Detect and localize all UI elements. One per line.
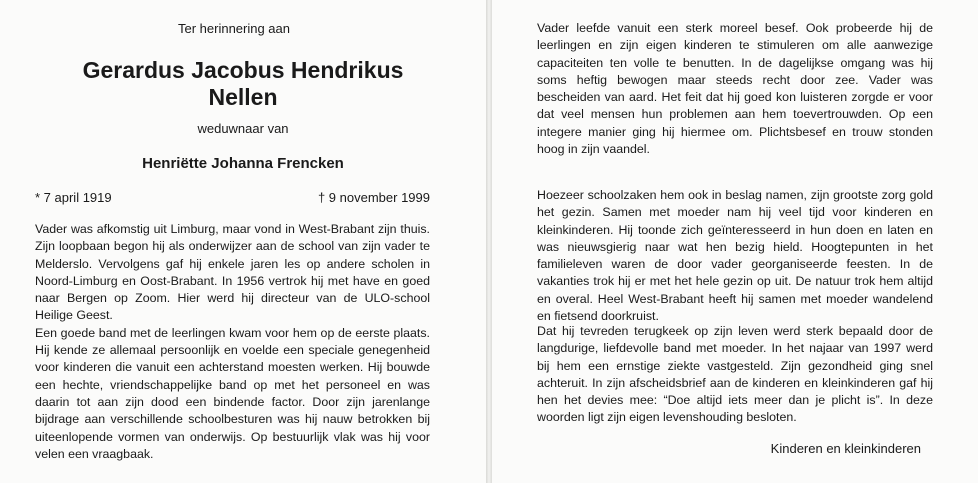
left-paragraph-2: Een goede band met de leerlingen kwam voor hem op de eerste plaats. Hij kende ze allemaal persoonlijk en voelde een speciale genegenheid voor kinderen die vanuit een achterstand moesten werken. Hij bouwde een hechte, vriendschappelijke band op met het personeel en was daarin tot aan zijn dood een bindende factor. Door zijn jarenlange bijdrage aan verschillende schoolbesturen was hij nauw betrokken bij uiteenlopende vormen van onderwijs. Op bestuurlijk vlak was hij voor velen een vraagbaak.: [35, 325, 430, 461]
death-date: † 9 november 1999: [317, 190, 430, 205]
left-page: [0, 0, 486, 483]
right-paragraph-1: Vader leefde vanuit een sterk moreel besef. Ook probeerde hij de leerlingen en zijn eigen kinderen te stimuleren om alle aanwezige capaciteiten ten volle te benutten. In de dagelijkse omgang was hij soms heftig bewogen maar steeds recht door zee. Vader was bescheiden van aard. Het feit dat hij goed kon luisteren zorgde er voor dat veel mensen hun problemen aan hem toevertrouwden. Op een integere manier ging hij hiermee om. Plichtsbesef en trouw stonden hoog in zijn vaandel.: [537, 21, 933, 157]
birth-date: * 7 april 1919: [35, 190, 112, 205]
left-paragraph-1: Vader was afkomstig uit Limburg, maar vond in West-Brabant zijn thuis. Zijn loopbaan begon hij als onderwijzer aan de school van zijn vader te Melderslo. Vervolgens gaf hij enkele jaren les op andere scholen in Noord-Limburg en Oost-Brabant. In 1956 vertrok hij met have en goed naar Bergen op Zoom. Hier werd hij directeur van de ULO-school Heilige Geest.: [35, 222, 430, 323]
closing-signature: Kinderen en kleinkinderen: [770, 441, 921, 456]
deceased-name: [0, 57, 486, 111]
intro-label: Ter herinnering aan: [177, 21, 291, 36]
right-paragraph-3: Dat hij tevreden terugkeek op zijn leven werd sterk bepaald door de langdurige, liefdevolle band met moeder. In het najaar van 1997 werd bij hem een ernstige ziekte vastgesteld. Zijn gezondheid ging snel achteruit. In zijn afscheidsbrief aan de kinderen en kleinkinderen gaf hij hen het devies mee: “Doe altijd iets meer dan je plicht is”. In deze woorden ligt zijn eigen levenshouding besloten.: [537, 324, 933, 425]
left-body: [35, 221, 430, 463]
intro-text: [0, 21, 486, 36]
widower-of-text: weduwnaar van: [197, 121, 289, 136]
name-line-1: Gerardus Jacobus Hendrikus: [82, 57, 404, 83]
right-paragraph-2: Hoezeer schoolzaken hem ook in beslag namen, zijn grootste zorg gold het gezin. Samen met moeder nam hij veel tijd voor kinderen en kleinkinderen. Hij toonde zich geïnteresseerd in hun doen en laten en was nieuwsgierig naar wat hen bezig hield. Hoogtepunten in het familieleven waren de door vader georganiseerde feesten. In de vakanties trok hij er met het hele gezin op uit. De natuur trok hem altijd en overal. Heel West-Brabant heeft hij samen met moeder wandelend en fietsend doorkruist.: [537, 188, 933, 324]
name-line-2: Nellen: [208, 84, 278, 110]
spouse-name: Henriëtte Johanna Frencken: [142, 155, 344, 172]
